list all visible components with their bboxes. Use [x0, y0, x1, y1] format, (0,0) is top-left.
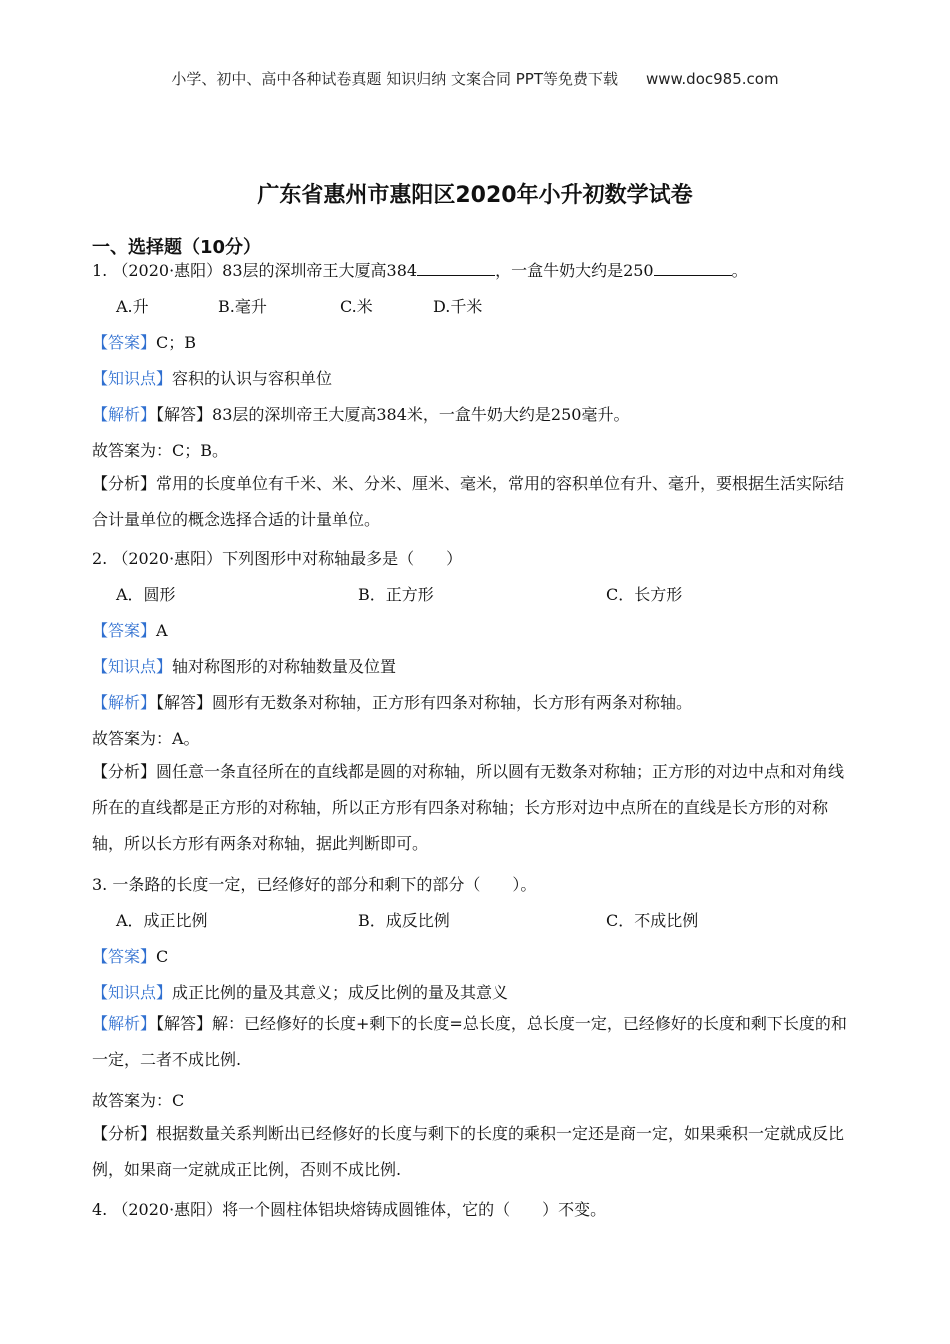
answer-label: 【答案】: [92, 333, 157, 352]
q2-knowledge: [92, 654, 396, 677]
q2-option-a: A．圆形: [116, 585, 176, 604]
q1-conclusion: 故答案为：C；B。: [92, 441, 229, 460]
site-banner: [0, 68, 950, 89]
q3-option-c: C．不成比例: [606, 911, 699, 930]
q1-knowledge-value: 容积的认识与容积单位: [172, 369, 333, 388]
q3-analysis-text: 【解答】解：已经修好的长度+剩下的长度=总长度，总长度一定，已经修好的长度和剩下长度的和一定，二者不成比例.: [92, 1014, 847, 1069]
analysis-label: 【解析】: [92, 693, 157, 712]
q2-analysis: [92, 690, 692, 713]
q1-stem-part-b: ，一盒牛奶大约是250: [495, 261, 654, 280]
answer-label: 【答案】: [92, 947, 157, 966]
q1-answer-value: C；B: [156, 333, 197, 352]
q2-option-b: B．正方形: [358, 585, 434, 604]
q1-blank-1: [417, 261, 495, 276]
banner-url[interactable]: www.doc985.com: [645, 70, 779, 88]
q2-answer-value: A: [156, 621, 168, 640]
q1-blank-2: [654, 261, 732, 276]
q3-knowledge: [92, 980, 508, 1003]
q3-option-b: B．成反比例: [358, 911, 450, 930]
q1-stem: [92, 258, 748, 281]
q1-explain: 【分析】常用的长度单位有千米、米、分米、厘米、毫米，常用的容积单位有升、毫升，要根据生活实际结合计量单位的概念选择合适的计量单位。: [92, 474, 845, 529]
q2-knowledge-value: 轴对称图形的对称轴数量及位置: [172, 657, 397, 676]
q3-answer: [92, 944, 168, 967]
q1-knowledge: [92, 366, 332, 389]
q2-conclusion: 故答案为：A。: [92, 729, 200, 748]
q2-explain: 【分析】圆任意一条直径所在的直线都是圆的对称轴，所以圆有无数条对称轴；正方形的对边中点和对角线所在的直线都是正方形的对称轴，所以正方形有四条对称轴；长方形对边中点所在的直线是长方形的对称轴，所以长方形有两条对称轴，据此判断即可。: [92, 762, 845, 853]
q3-answer-value: C: [156, 947, 169, 966]
knowledge-label: 【知识点】: [92, 983, 173, 1002]
analysis-label: 【解析】: [92, 405, 157, 424]
knowledge-label: 【知识点】: [92, 369, 173, 388]
page-title: 广东省惠州市惠阳区2020年小升初数学试卷: [257, 183, 693, 208]
q1-stem-part-a: 1. （2020·惠阳）83层的深圳帝王大厦高384: [92, 261, 418, 280]
q2-stem: 2. （2020·惠阳）下列图形中对称轴最多是（ ）: [92, 549, 463, 568]
q3-option-a: A．成正比例: [116, 911, 208, 930]
q1-option-a: A.升: [116, 297, 149, 316]
q2-option-c: C．长方形: [606, 585, 683, 604]
q3-conclusion: 故答案为：C: [92, 1091, 185, 1110]
answer-label: 【答案】: [92, 621, 157, 640]
q1-analysis-text: 【解答】83层的深圳帝王大厦高384米，一盒牛奶大约是250毫升。: [156, 405, 630, 424]
q1-option-d: D.千米: [433, 297, 483, 316]
q4-stem: 4. （2020·惠阳）将一个圆柱体铝块熔铸成圆锥体，它的（ ）不变。: [92, 1200, 607, 1219]
q3-knowledge-value: 成正比例的量及其意义；成反比例的量及其意义: [172, 983, 509, 1002]
q2-answer: [92, 618, 168, 641]
q1-analysis: [92, 402, 629, 425]
q1-answer: [92, 330, 196, 353]
q3-stem: 3. 一条路的长度一定，已经修好的部分和剩下的部分（ ）。: [92, 875, 537, 894]
q3-analysis: [92, 1006, 852, 1078]
q1-stem-part-c: 。: [731, 261, 748, 280]
section-heading: 一、选择题（10分）: [92, 237, 262, 258]
knowledge-label: 【知识点】: [92, 657, 173, 676]
analysis-label: 【解析】: [92, 1014, 157, 1033]
q2-analysis-text: 【解答】圆形有无数条对称轴，正方形有四条对称轴，长方形有两条对称轴。: [156, 693, 693, 712]
q3-explain: 【分析】根据数量关系判断出已经修好的长度与剩下的长度的乘积一定还是商一定，如果乘积一定就成反比例，如果商一定就成正比例，否则不成比例.: [92, 1124, 845, 1179]
q1-option-b: B.毫升: [218, 297, 267, 316]
banner-text: 小学、初中、高中各种试卷真题 知识归纳 文案合同 PPT等免费下载: [171, 70, 618, 88]
q1-option-c: C.米: [340, 297, 373, 316]
